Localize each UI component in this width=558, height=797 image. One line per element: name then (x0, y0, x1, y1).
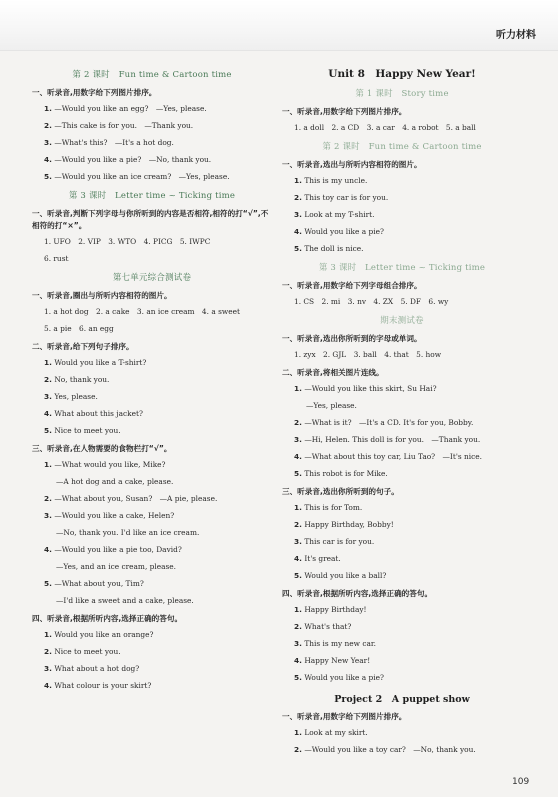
list-item: 1. This is for Tom. (294, 503, 363, 512)
list-item: 4. What colour is your skirt? (44, 681, 152, 690)
question-heading: 一、听录音,用数字给下列图片排序。 (282, 107, 407, 116)
list-item: 2. —Would you like a toy car? —No, thank you. (294, 745, 476, 754)
list-item: 1. —What would you like, Mike? (44, 460, 166, 469)
list-item: 4. —What about this toy car, Liu Tao? —It's nice. (294, 452, 482, 461)
list-item: 4. —Would you like a pie? —No, thank you. (44, 155, 212, 164)
question-heading: 四、听录音,根据所听内容,选择正确的答句。 (32, 614, 183, 623)
answer-row: 1. a doll 2. a CD 3. a car 4. a robot 5. a ball (294, 123, 476, 132)
question-heading: 一、听录音,用数字给下列图片排序。 (282, 712, 407, 721)
question-heading: 三、听录音,在人物需要的食物栏打“√”。 (32, 444, 172, 453)
list-item: 1. This is my uncle. (294, 176, 368, 185)
question-list (32, 104, 272, 182)
question-heading: 二、听录音,给下列句子排序。 (32, 342, 134, 351)
list-item-reply: —A hot dog and a cake, please. (56, 477, 174, 486)
list-item: 2. —What about you, Susan? —A pie, please. (44, 494, 218, 503)
question-heading: 一、听录音,用数字给下列字母组合排序。 (282, 281, 422, 290)
answer-row: 1. a hot dog 2. a cake 3. an ice cream 4. a sweet (44, 307, 240, 316)
list-item: 3. —What's this? —It's a hot dog. (44, 138, 174, 147)
page-header (0, 0, 558, 51)
list-item-reply: —Yes, please. (306, 401, 357, 410)
list-item: 1. Would you like an orange? (44, 630, 154, 639)
answer-row: 1. CS 2. mi 3. nv 4. ZX 5. DF 6. wy (294, 297, 449, 306)
test-title: 期末测试卷 (380, 316, 424, 326)
list-item: 4. What about this jacket? (44, 409, 143, 418)
list-item: 2. Happy Birthday, Bobby! (294, 520, 394, 529)
list-item: 5. Would you like a pie? (294, 673, 384, 682)
list-item: 1. Happy Birthday! (294, 605, 367, 614)
list-item-reply: —I'd like a sweet and a cake, please. (56, 596, 194, 605)
list-item-reply: —No, thank you. I'd like an ice cream. (56, 528, 200, 537)
list-item: 2. —What is it? —It's a CD. It's for you, Bobby. (294, 418, 474, 427)
list-item: 2. This toy car is for you. (294, 193, 389, 202)
question-heading: 二、听录音,将相关图片连线。 (282, 368, 384, 377)
list-item: 2. Nice to meet you. (44, 647, 121, 656)
list-item: 3. —Hi, Helen. This doll is for you. —Thank you. (294, 435, 481, 444)
lesson-title: 第 3 课时 Letter time ~ Ticking time (318, 263, 486, 273)
list-item: 3. This is my new car. (294, 639, 376, 648)
list-item: 3. This car is for you. (294, 537, 375, 546)
list-item: 3. —Would you like a cake, Helen? (44, 511, 175, 520)
question-heading: 一、听录音,圈出与所听内容相符的图片。 (32, 291, 172, 300)
list-item: 2. —This cake is for you. —Thank you. (44, 121, 194, 130)
list-item: 3. What about a hot dog? (44, 664, 140, 673)
test-title: 第七单元综合测试卷 (112, 273, 192, 283)
list-item: 2. No, thank you. (44, 375, 110, 384)
list-item: 5. —What about you, Tim? (44, 579, 144, 588)
question-heading: 一、听录音,选出你所听到的字母或单词。 (282, 334, 422, 343)
question-heading: 一、听录音,判断下列字母与你所听到的内容是否相符,相符的打“√”,不相符的打“×”。 (32, 209, 269, 230)
answer-row: 5. a pie 6. an egg (44, 324, 114, 333)
answer-row: 6. rust (44, 254, 69, 263)
lesson-title: 第 2 课时 Fun time & Cartoon time (72, 70, 232, 80)
list-item: 5. Nice to meet you. (44, 426, 121, 435)
section-tab: 听力材料 (496, 30, 536, 41)
answer-row: 1. zyx 2. GJL 3. ball 4. that 5. how (294, 350, 442, 359)
question-heading: 四、听录音,根据所听内容,选择正确的答句。 (282, 589, 433, 598)
list-item: 3. Look at my T-shirt. (294, 210, 375, 219)
list-item: 1. Would you like a T-shirt? (44, 358, 147, 367)
list-item: 4. Would you like a pie? (294, 227, 384, 236)
question-heading: 三、听录音,选出你所听到的句子。 (282, 487, 399, 496)
lesson-title: 第 1 课时 Story time (355, 89, 449, 99)
unit-title: Unit 8 Happy New Year! (328, 68, 476, 80)
list-item-reply: —Yes, and an ice cream, please. (56, 562, 177, 571)
list-item: 4. It's great. (294, 554, 341, 563)
list-item: 1. —Would you like an egg? —Yes, please. (44, 104, 207, 113)
question-heading: 一、听录音,选出与所听内容相符的图片。 (282, 160, 422, 169)
answer-row: 1. UFO 2. VIP 3. WTO 4. PICG 5. IWPC (44, 237, 211, 246)
list-item: 5. Would you like a ball? (294, 571, 387, 580)
list-item: 4. Happy New Year! (294, 656, 371, 665)
list-item: 3. Yes, please. (44, 392, 98, 401)
list-item: 5. —Would you like an ice cream? —Yes, please. (44, 172, 230, 181)
list-item: 2. What's that? (294, 622, 352, 631)
right-column (282, 64, 522, 762)
list-item: 1. —Would you like this skirt, Su Hai? (294, 384, 437, 393)
question-heading: 一、听录音,用数字给下列图片排序。 (32, 88, 157, 97)
list-item: 1. Look at my skirt. (294, 728, 368, 737)
list-item: 5. This robot is for Mike. (294, 469, 388, 478)
lesson-title: 第 3 课时 Letter time ~ Ticking time (68, 191, 236, 201)
lesson-title: 第 2 课时 Fun time & Cartoon time (322, 142, 482, 152)
page-number: 109 (512, 777, 530, 787)
project-title: Project 2 A puppet show (334, 694, 470, 705)
left-column (32, 64, 272, 698)
list-item: 4. —Would you like a pie too, David? (44, 545, 182, 554)
list-item: 5. The doll is nice. (294, 244, 364, 253)
